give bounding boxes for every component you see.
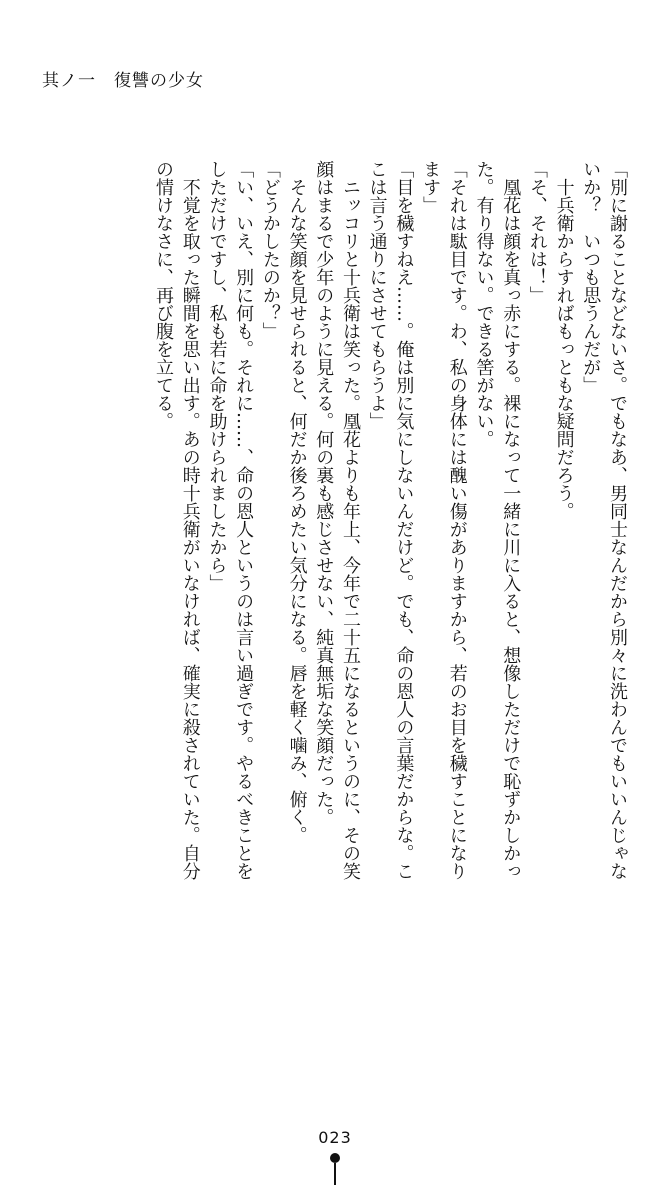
text-line: こは言う通りにさせてもらうよ」 [366, 160, 388, 430]
text-line: しただけですし、私も若に命を助けられましたから」 [206, 160, 228, 592]
text-line: ます」 [420, 160, 442, 214]
text-line: 「い、いえ、別に何も。それに……、命の恩人というのは言い過ぎです。やるべきことを [233, 160, 255, 880]
text-line: いか？ いつも思うんだが」 [580, 160, 602, 394]
novel-body-text [40, 160, 630, 1020]
text-line: そんな笑顔を見せられると、何だか後ろめたい気分になる。唇を軽く噛み、俯く。 [286, 160, 308, 844]
text-line: 「どうかしたのか？」 [259, 160, 281, 340]
text-line: た。有り得ない。できる筈がない。 [473, 160, 495, 448]
text-line: 凰花は顔を真っ赤にする。裸になって一緒に川に入ると、想像しただけで恥ずかしかっ [500, 160, 522, 880]
text-line: 「別に謝ることなどないさ。でもなあ、男同士なんだから別々に洗わんでもいいんじゃな [607, 160, 628, 880]
text-line: 十兵衛からすればもっともな疑問だろう。 [553, 160, 575, 520]
page-footer [0, 1128, 670, 1185]
text-line: 不覚を取った瞬間を思い出す。あの時十兵衛がいなければ、確実に殺されていた。自分 [179, 160, 201, 880]
footer-line-divider [334, 1163, 336, 1185]
text-line: 「そ、それは！」 [526, 160, 548, 304]
text-line: の情けなさに、再び腹を立てる。 [153, 160, 175, 430]
text-line: ニッコリと十兵衛は笑った。凰花よりも年上、今年で二十五になるというのに、その笑 [339, 160, 361, 880]
footer-dot-icon [330, 1153, 340, 1163]
text-line: 顔はまるで少年のように見える。何の裏も感じさせない、純真無垢な笑顔だった。 [313, 160, 335, 826]
page-number: 023 [318, 1128, 352, 1147]
text-line: 「目を穢すねえ……。俺は別に気にしないんだけど。でも、命の恩人の言葉だからな。こ [393, 160, 415, 880]
running-header: 其ノ一 復讐の少女 [42, 71, 204, 91]
text-line: 「それは駄目です。わ、私の身体には醜い傷がありますから、若のお目を穢すことになり [446, 160, 468, 880]
